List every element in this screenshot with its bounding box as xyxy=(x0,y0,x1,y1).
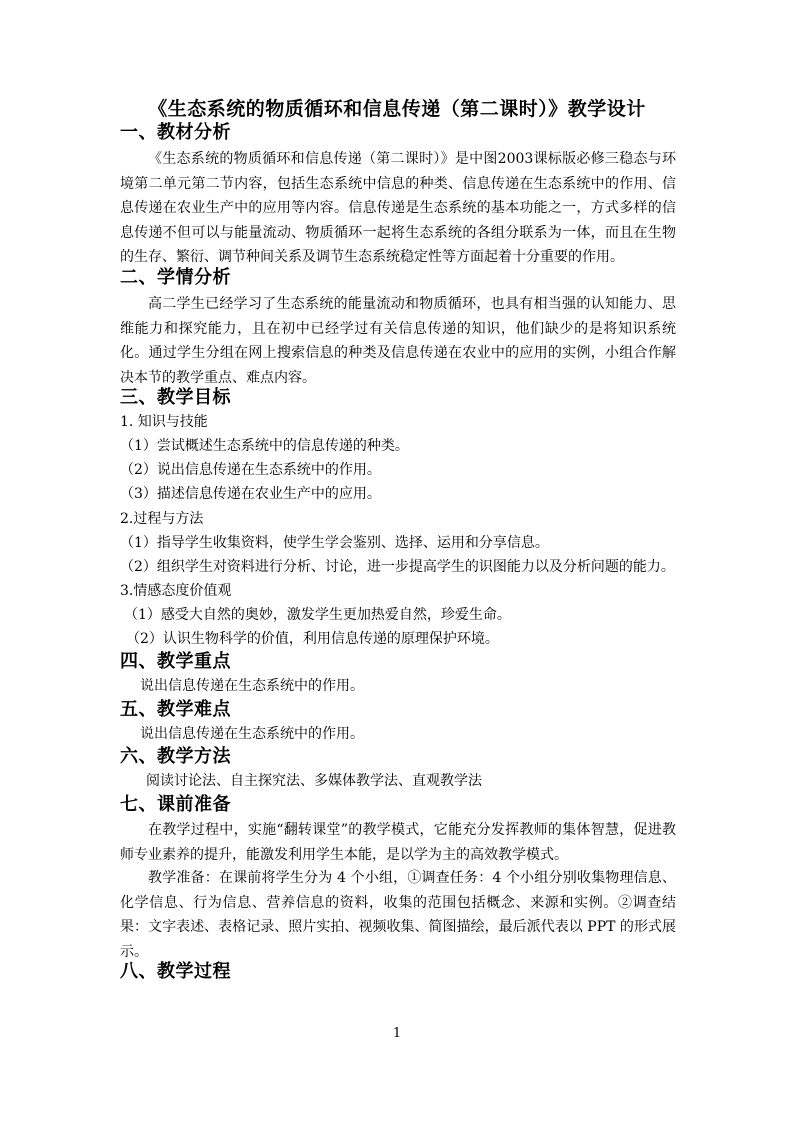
objective-line: 1. 知识与技能 xyxy=(120,414,208,430)
difficulties-text: 说出信息传递在生态系统中的作用。 xyxy=(140,726,364,742)
heading-teaching-difficulties: 五、教学难点 xyxy=(120,699,231,720)
objective-line: （2）说出信息传递在生态系统中的作用。 xyxy=(120,462,381,478)
objective-line: （1）感受大自然的奥妙，激发学生更加热爱自然，珍爱生命。 xyxy=(124,607,511,623)
heading-class-preparation: 七、课前准备 xyxy=(120,794,231,815)
paragraph-student-analysis: 高二学生已经学习了生态系统的能量流动和物质循环，也具有相当强的认知能力、思维能力和探究能力，且在初中已经学过有关信息传递的知识，他们缺少的是将知识系统化。通过学生分组在网上搜索信息的种类及信息传递在农业中的应用的实例，小组合作解决本节的教学重点、难点内容。 xyxy=(120,296,676,386)
heading-teaching-objectives: 三、教学目标 xyxy=(120,387,231,408)
paragraph-preparation-model: 在教学过程中，实施“翻转课堂”的教学模式，它能充分发挥教师的集体智慧，促进教师专业素养的提升，能激发利用学生本能，是以学为主的高效教学模式。 xyxy=(120,822,676,863)
paragraph-textbook-analysis: 《生态系统的物质循环和信息传递（第二课时）》是中图2003课标版必修三稳态与环境第二单元第二节内容，包括生态系统中信息的种类、信息传递在生态系统中的作用、信息传递在农业生产中的应用等内容。信息传递是生态系统的基本功能之一，方式多样的信息传递不但可以与能量流动、物质循环一起将生态系统的各组分联系为一体，而且在生物的生存、繁衍、调节种间关系及调节生态系统稳定性等方面起着十分重要的作用。 xyxy=(120,151,676,265)
objective-line: 3.情感态度价值观 xyxy=(120,583,232,599)
objective-line: （1）尝试概述生态系统中的信息传递的种类。 xyxy=(120,438,409,454)
heading-teaching-methods: 六、教学方法 xyxy=(120,746,231,767)
objective-line: （3）描述信息传递在农业生产中的应用。 xyxy=(120,486,381,502)
page-number: 1 xyxy=(392,1026,402,1041)
heading-student-analysis: 二、学情分析 xyxy=(120,267,231,288)
key-points-text: 说出信息传递在生态系统中的作用。 xyxy=(140,678,364,694)
heading-teaching-key-points: 四、教学重点 xyxy=(120,651,231,672)
objective-line: （2）认识生物科学的价值，利用信息传递的原理保护环境。 xyxy=(126,631,499,647)
objective-line: （2）组织学生对资料进行分析、讨论，进一步提高学生的识图能力以及分析问题的能力。 xyxy=(120,559,675,575)
heading-teaching-process: 八、教学过程 xyxy=(120,961,231,982)
document-title: 《生态系统的物质循环和信息传递（第二课时）》教学设计 xyxy=(148,98,646,120)
paragraph-preparation-tasks: 教学准备：在课前将学生分为 4 个小组，①调查任务：4 个小组分别收集物理信息、化学信息、行为信息、营养信息的资料，收集的范围包括概念、来源和实例。②调查结果：文字表述、表格记录、照片实拍、视频收集、简图描绘，最后派代表以 PPT 的形式展示。 xyxy=(120,870,676,960)
objective-line: 2.过程与方法 xyxy=(120,511,204,527)
methods-text: 阅读讨论法、自主探究法、多媒体教学法、直观教学法 xyxy=(146,773,482,789)
objective-line: （1）指导学生收集资料，使学生学会鉴别、选择、运用和分享信息。 xyxy=(120,535,549,551)
heading-textbook-analysis: 一、教材分析 xyxy=(120,122,231,143)
